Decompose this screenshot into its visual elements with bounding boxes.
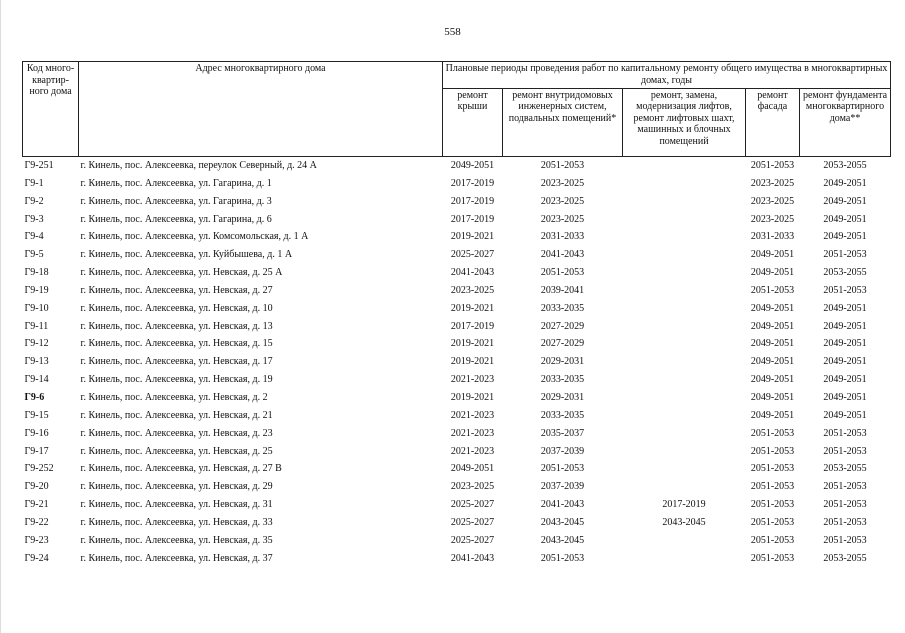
row-lifts (623, 282, 746, 300)
row-systems: 2033-2035 (540, 409, 585, 421)
row-roof: 2023-2025 (450, 481, 495, 493)
row-foundation: 2051-2053 (823, 534, 867, 546)
row-systems: 2027-2029 (540, 338, 585, 350)
header-roof: ремонт крыши (443, 88, 503, 156)
row-facade: 2051-2053 (750, 284, 795, 296)
row-lifts (623, 211, 746, 229)
row-code: Г9-23 (24, 534, 49, 546)
page-number: 558 (444, 26, 461, 38)
row-address: г. Кинель, пос. Алексеевка, переулок Северный, д. 24 А (80, 160, 317, 171)
row-facade: 2049-2051 (750, 302, 795, 314)
header-address: Адрес многоквартирного дома (79, 62, 443, 157)
row-lifts (623, 532, 746, 550)
row-address: г. Кинель, пос. Алексеевка, ул. Невская, д. 13 (80, 320, 273, 332)
row-roof: 2041-2043 (450, 267, 495, 279)
row-lifts (623, 300, 746, 318)
row-roof: 2019-2021 (450, 231, 495, 243)
row-code: Г9-24 (24, 552, 49, 564)
row-code: Г9-17 (24, 445, 49, 457)
table-row (23, 211, 891, 229)
row-foundation: 2049-2051 (823, 302, 867, 314)
table-body (23, 157, 891, 568)
row-code: Г9-22 (24, 516, 49, 528)
table-row (23, 193, 891, 211)
row-roof: 2025-2027 (450, 516, 495, 528)
row-foundation: 2049-2051 (823, 338, 867, 350)
row-systems: 2051-2053 (540, 267, 585, 279)
row-address: г. Кинель, пос. Алексеевка, ул. Невская, д. 10 (80, 302, 273, 314)
row-facade: 2023-2025 (750, 213, 795, 225)
table-row (23, 514, 891, 532)
row-systems: 2039-2041 (540, 284, 585, 296)
row-foundation: 2051-2053 (823, 284, 867, 296)
row-lifts (623, 175, 746, 193)
row-address: г. Кинель, пос. Алексеевка, ул. Невская, д. 15 (80, 338, 273, 350)
row-facade: 2051-2053 (750, 160, 795, 171)
row-roof: 2021-2023 (450, 409, 495, 421)
row-address: г. Кинель, пос. Алексеевка, ул. Невская, д. 25 А (80, 267, 283, 279)
table-row (23, 407, 891, 425)
row-facade: 2031-2033 (750, 231, 795, 243)
row-foundation: 2049-2051 (823, 356, 867, 368)
header-lifts: ремонт, замена, модернизация лифтов, ремонт лифтовых шахт, машинных и блочных помещений (623, 88, 746, 156)
row-systems: 2051-2053 (540, 552, 585, 564)
row-facade: 2051-2053 (750, 445, 795, 457)
row-systems: 2043-2045 (540, 516, 585, 528)
row-roof: 2019-2021 (450, 302, 495, 314)
row-systems: 2029-2031 (540, 356, 585, 368)
table-row (23, 460, 891, 478)
row-systems: 2023-2025 (540, 213, 585, 225)
header-systems: ремонт внутридомовых инженерных систем, подвальных помещений* (503, 88, 623, 156)
row-foundation: 2051-2053 (823, 427, 867, 439)
row-systems: 2029-2031 (540, 391, 585, 403)
row-roof: 2049-2051 (450, 463, 495, 475)
row-foundation: 2049-2051 (823, 409, 867, 421)
row-systems: 2033-2035 (540, 302, 585, 314)
row-code: Г9-1 (24, 177, 44, 189)
row-roof: 2019-2021 (450, 338, 495, 350)
row-systems: 2041-2043 (540, 249, 585, 261)
row-code: Г9-19 (24, 284, 49, 296)
row-systems: 2041-2043 (540, 499, 585, 511)
row-facade: 2051-2053 (750, 534, 795, 546)
row-roof: 2023-2025 (450, 284, 495, 296)
row-code: Г9-14 (24, 374, 49, 386)
row-code: Г9-252 (24, 463, 54, 475)
row-roof: 2021-2023 (450, 374, 495, 386)
row-code: Г9-18 (24, 267, 49, 279)
row-code: Г9-16 (24, 427, 49, 439)
row-foundation: 2053-2055 (823, 463, 867, 475)
row-code: Г9-3 (24, 213, 44, 225)
row-code: Г9-10 (24, 302, 49, 314)
row-roof: 2017-2019 (450, 195, 495, 207)
table-row (23, 496, 891, 514)
row-code: Г9-5 (24, 249, 44, 261)
row-facade: 2051-2053 (750, 481, 795, 493)
row-lifts (623, 157, 746, 175)
row-address: г. Кинель, пос. Алексеевка, ул. Гагарина, д. 6 (80, 213, 272, 225)
row-facade: 2049-2051 (750, 356, 795, 368)
row-address: г. Кинель, пос. Алексеевка, ул. Невская, д. 31 (80, 499, 273, 511)
row-systems: 2023-2025 (540, 195, 585, 207)
row-address: г. Кинель, пос. Алексеевка, ул. Невская, д. 33 (80, 516, 273, 528)
row-roof: 2019-2021 (450, 391, 495, 403)
row-address: г. Кинель, пос. Алексеевка, ул. Невская, д. 35 (80, 534, 273, 546)
row-lifts (623, 246, 746, 264)
row-systems: 2037-2039 (540, 481, 585, 493)
table-row (23, 157, 891, 175)
row-lifts (623, 550, 746, 568)
table-row (23, 532, 891, 550)
row-roof: 2025-2027 (450, 249, 495, 261)
scan-edge (0, 0, 1, 633)
row-code: Г9-4 (24, 231, 44, 243)
row-foundation: 2049-2051 (823, 213, 867, 225)
row-facade: 2049-2051 (750, 249, 795, 261)
row-address: г. Кинель, пос. Алексеевка, ул. Невская, д. 2 (80, 391, 268, 403)
row-lifts: 2017-2019 (662, 499, 706, 511)
row-address: г. Кинель, пос. Алексеевка, ул. Невская, д. 37 (80, 552, 273, 564)
row-lifts (623, 407, 746, 425)
row-roof: 2017-2019 (450, 320, 495, 332)
row-roof: 2017-2019 (450, 177, 495, 189)
row-foundation: 2051-2053 (823, 499, 867, 511)
row-facade: 2049-2051 (750, 267, 795, 279)
header-code: Код много-квартир-ного дома (23, 62, 79, 157)
row-facade: 2051-2053 (750, 427, 795, 439)
header-facade: ремонт фасада (746, 88, 800, 156)
row-lifts (623, 371, 746, 389)
row-systems: 2051-2053 (540, 160, 585, 171)
table-row (23, 264, 891, 282)
row-facade: 2049-2051 (750, 391, 795, 403)
row-foundation: 2049-2051 (823, 320, 867, 332)
row-facade: 2051-2053 (750, 516, 795, 528)
row-lifts (623, 353, 746, 371)
table-row (23, 318, 891, 336)
row-facade: 2049-2051 (750, 374, 795, 386)
row-foundation: 2053-2055 (823, 267, 867, 279)
row-systems: 2033-2035 (540, 374, 585, 386)
row-lifts (623, 443, 746, 461)
row-foundation: 2051-2053 (823, 249, 867, 261)
row-code: Г9-15 (24, 409, 49, 421)
row-roof: 2041-2043 (450, 552, 495, 564)
row-systems: 2035-2037 (540, 427, 585, 439)
table-row (23, 443, 891, 461)
row-address: г. Кинель, пос. Алексеевка, ул. Невская, д. 27 В (80, 463, 282, 475)
row-code: Г9-13 (24, 356, 49, 368)
table-row (23, 246, 891, 264)
row-lifts (623, 228, 746, 246)
row-address: г. Кинель, пос. Алексеевка, ул. Невская, д. 25 (80, 445, 273, 457)
table-row (23, 282, 891, 300)
row-code: Г9-6 (24, 391, 45, 403)
header-periods: Плановые периоды проведения работ по капитальному ремонту общего имущества в многоквартирных домах, годы (443, 62, 891, 89)
row-address: г. Кинель, пос. Алексеевка, ул. Невская, д. 17 (80, 356, 273, 368)
row-code: Г9-2 (24, 195, 44, 207)
row-facade: 2051-2053 (750, 463, 795, 475)
row-lifts (623, 478, 746, 496)
table-row (23, 371, 891, 389)
row-lifts: 2043-2045 (662, 516, 706, 528)
row-roof: 2021-2023 (450, 427, 495, 439)
row-code: Г9-251 (24, 160, 54, 171)
row-address: г. Кинель, пос. Алексеевка, ул. Куйбышева, д. 1 А (80, 249, 293, 261)
table-row (23, 478, 891, 496)
row-facade: 2049-2051 (750, 320, 795, 332)
row-lifts (623, 425, 746, 443)
row-foundation: 2051-2053 (823, 481, 867, 493)
row-foundation: 2053-2055 (823, 160, 867, 171)
table-row (23, 228, 891, 246)
row-address: г. Кинель, пос. Алексеевка, ул. Гагарина, д. 1 (80, 177, 272, 189)
table-row (23, 300, 891, 318)
row-roof: 2025-2027 (450, 534, 495, 546)
row-lifts (623, 318, 746, 336)
row-code: Г9-11 (24, 320, 49, 332)
row-lifts (623, 389, 746, 407)
row-lifts (623, 264, 746, 282)
row-foundation: 2049-2051 (823, 195, 867, 207)
row-roof: 2021-2023 (450, 445, 495, 457)
row-facade: 2049-2051 (750, 409, 795, 421)
row-systems: 2027-2029 (540, 320, 585, 332)
row-address: г. Кинель, пос. Алексеевка, ул. Комсомольская, д. 1 А (80, 231, 309, 243)
row-roof: 2049-2051 (450, 160, 495, 171)
row-address: г. Кинель, пос. Алексеевка, ул. Невская, д. 23 (80, 427, 273, 439)
row-roof: 2017-2019 (450, 213, 495, 225)
row-facade: 2023-2025 (750, 195, 795, 207)
row-foundation: 2049-2051 (823, 374, 867, 386)
header-foundation: ремонт фундамента многоквартирного дома** (800, 88, 891, 156)
row-code: Г9-21 (24, 499, 49, 511)
row-lifts (623, 460, 746, 478)
row-systems: 2043-2045 (540, 534, 585, 546)
row-address: г. Кинель, пос. Алексеевка, ул. Невская, д. 27 (80, 284, 273, 296)
table-row (23, 389, 891, 407)
row-roof: 2025-2027 (450, 499, 495, 511)
row-systems: 2051-2053 (540, 463, 585, 475)
row-foundation: 2049-2051 (823, 177, 867, 189)
row-systems: 2031-2033 (540, 231, 585, 243)
row-systems: 2037-2039 (540, 445, 585, 457)
row-lifts (623, 193, 746, 211)
row-address: г. Кинель, пос. Алексеевка, ул. Невская, д. 19 (80, 374, 273, 386)
row-code: Г9-12 (24, 338, 49, 350)
table-row (23, 425, 891, 443)
row-roof: 2019-2021 (450, 356, 495, 368)
row-facade: 2051-2053 (750, 499, 795, 511)
row-facade: 2023-2025 (750, 177, 795, 189)
row-address: г. Кинель, пос. Алексеевка, ул. Невская, д. 21 (80, 409, 273, 421)
row-foundation: 2051-2053 (823, 445, 867, 457)
row-lifts (623, 335, 746, 353)
table-row (23, 175, 891, 193)
row-foundation: 2049-2051 (823, 391, 867, 403)
row-code: Г9-20 (24, 481, 49, 493)
table-row (23, 335, 891, 353)
row-systems: 2023-2025 (540, 177, 585, 189)
row-address: г. Кинель, пос. Алексеевка, ул. Невская, д. 29 (80, 481, 273, 493)
row-facade: 2049-2051 (750, 338, 795, 350)
row-facade: 2051-2053 (750, 552, 795, 564)
row-foundation: 2049-2051 (823, 231, 867, 243)
row-address: г. Кинель, пос. Алексеевка, ул. Гагарина, д. 3 (80, 195, 272, 207)
row-foundation: 2051-2053 (823, 516, 867, 528)
repair-schedule-table (22, 61, 891, 567)
table-row (23, 353, 891, 371)
row-foundation: 2053-2055 (823, 552, 867, 564)
table-row (23, 550, 891, 568)
